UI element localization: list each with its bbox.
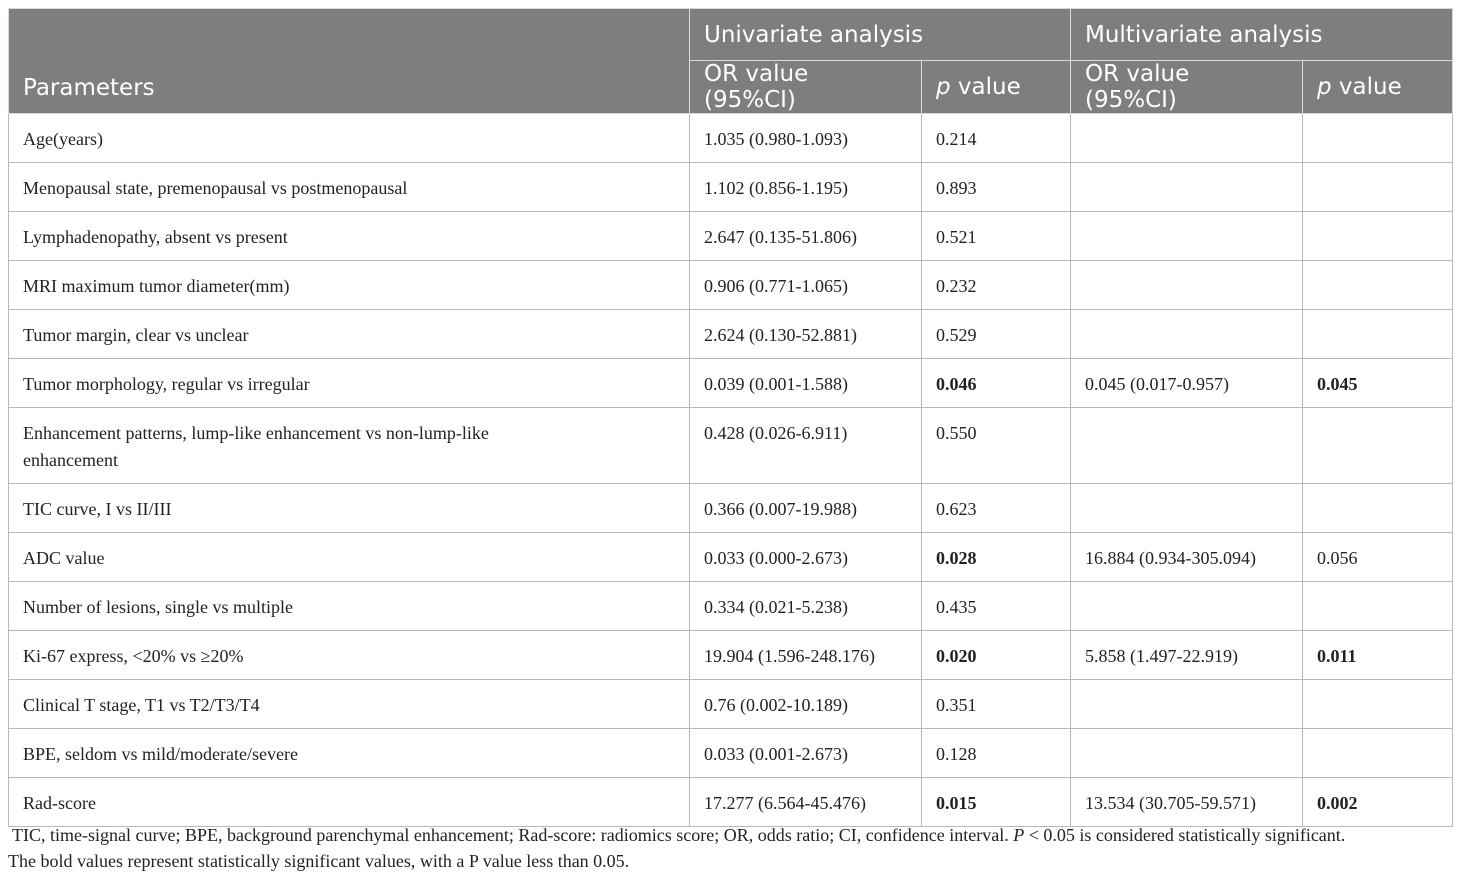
multi-p-cell (1303, 261, 1453, 310)
multi-or-cell (1071, 261, 1303, 310)
table-row (9, 729, 1453, 778)
table-footnote (8, 822, 1452, 874)
footnote-line-2: The bold values represent statistically significant values, with a P value less than 0.05. (8, 851, 630, 871)
uni-or-cell: 0.334 (0.021-5.238) (690, 582, 922, 631)
multi-or-cell (1071, 582, 1303, 631)
multi-or-cell: 0.045 (0.017-0.957) (1071, 359, 1303, 408)
uni-p-cell: 0.015 (922, 778, 1071, 827)
param-cell: Rad-score (9, 778, 690, 827)
header-uni-or: OR value (95%CI) (690, 61, 922, 114)
multi-p-cell (1303, 163, 1453, 212)
table-row (9, 582, 1453, 631)
multi-p-cell (1303, 729, 1453, 778)
p-word: value (1331, 74, 1402, 100)
p-letter: p (1317, 74, 1332, 100)
uni-or-cell: 1.102 (0.856-1.195) (690, 163, 922, 212)
multi-p-cell (1303, 680, 1453, 729)
param-cell: Tumor margin, clear vs unclear (9, 310, 690, 359)
multi-p-cell (1303, 212, 1453, 261)
uni-or-cell: 0.76 (0.002-10.189) (690, 680, 922, 729)
uni-or-cell: 0.366 (0.007-19.988) (690, 484, 922, 533)
table-row (9, 359, 1453, 408)
param-cell: TIC curve, I vs II/III (9, 484, 690, 533)
table-row (9, 778, 1453, 827)
uni-p-cell: 0.893 (922, 163, 1071, 212)
table-row (9, 484, 1453, 533)
uni-p-cell: 0.028 (922, 533, 1071, 582)
uni-p-cell: 0.529 (922, 310, 1071, 359)
param-text: Enhancement patterns, lump-like enhancement vs non-lump-like enhancement (23, 423, 489, 470)
multi-p-cell (1303, 582, 1453, 631)
table-body (9, 114, 1453, 827)
footnote-abbreviations: TIC, time-signal curve; BPE, background parenchymal enhancement; Rad-score: radiomics score; OR, odds ratio; CI, confidence interval. (12, 825, 1014, 845)
multi-or-cell (1071, 484, 1303, 533)
param-cell: MRI maximum tumor diameter(mm) (9, 261, 690, 310)
multi-or-cell (1071, 729, 1303, 778)
uni-or-cell: 17.277 (6.564-45.476) (690, 778, 922, 827)
multi-p-cell (1303, 114, 1453, 163)
param-cell: BPE, seldom vs mild/moderate/severe (9, 729, 690, 778)
param-cell: Menopausal state, premenopausal vs postmenopausal (9, 163, 690, 212)
uni-p-cell: 0.214 (922, 114, 1071, 163)
results-table (8, 8, 1453, 827)
uni-or-cell: 0.033 (0.001-2.673) (690, 729, 922, 778)
multi-p-cell: 0.002 (1303, 778, 1453, 827)
multi-p-cell: 0.045 (1303, 359, 1453, 408)
multi-or-cell (1071, 408, 1303, 484)
uni-p-cell: 0.550 (922, 408, 1071, 484)
multi-or-cell: 5.858 (1.497-22.919) (1071, 631, 1303, 680)
header-multivariate: Multivariate analysis (1071, 9, 1453, 61)
multi-p-cell: 0.011 (1303, 631, 1453, 680)
uni-or-cell: 2.647 (0.135-51.806) (690, 212, 922, 261)
multi-p-cell (1303, 310, 1453, 359)
multi-or-cell: 16.884 (0.934-305.094) (1071, 533, 1303, 582)
param-cell: Ki-67 express, <20% vs ≥20% (9, 631, 690, 680)
table-row (9, 408, 1453, 484)
param-cell: Lymphadenopathy, absent vs present (9, 212, 690, 261)
table-header (9, 9, 1453, 114)
param-cell: Age(years) (9, 114, 690, 163)
table-row (9, 163, 1453, 212)
table-row (9, 533, 1453, 582)
uni-or-cell: 2.624 (0.130-52.881) (690, 310, 922, 359)
table-row (9, 212, 1453, 261)
uni-or-cell: 0.906 (0.771-1.065) (690, 261, 922, 310)
footnote-line-1 (8, 822, 1452, 848)
param-cell: ADC value (9, 533, 690, 582)
uni-p-cell: 0.232 (922, 261, 1071, 310)
uni-p-cell: 0.623 (922, 484, 1071, 533)
uni-or-cell: 1.035 (0.980-1.093) (690, 114, 922, 163)
uni-p-cell: 0.046 (922, 359, 1071, 408)
multi-p-cell: 0.056 (1303, 533, 1453, 582)
header-uni-p (922, 61, 1071, 114)
uni-p-cell: 0.020 (922, 631, 1071, 680)
footnote-p-symbol: P (1013, 825, 1025, 845)
uni-or-cell: 0.033 (0.000-2.673) (690, 533, 922, 582)
header-multi-or: OR value (95%CI) (1071, 61, 1303, 114)
uni-p-cell: 0.435 (922, 582, 1071, 631)
uni-p-cell: 0.351 (922, 680, 1071, 729)
uni-p-cell: 0.128 (922, 729, 1071, 778)
p-letter: p (936, 74, 951, 100)
uni-or-cell: 19.904 (1.596-248.176) (690, 631, 922, 680)
header-multi-p (1303, 61, 1453, 114)
table-row (9, 114, 1453, 163)
multi-or-cell: 13.534 (30.705-59.571) (1071, 778, 1303, 827)
multi-or-cell (1071, 310, 1303, 359)
table-row (9, 680, 1453, 729)
multi-p-cell (1303, 408, 1453, 484)
param-cell: Tumor morphology, regular vs irregular (9, 359, 690, 408)
param-cell (9, 408, 690, 484)
table-row (9, 261, 1453, 310)
multi-or-cell (1071, 680, 1303, 729)
multi-or-cell (1071, 163, 1303, 212)
table-row (9, 310, 1453, 359)
table-row (9, 631, 1453, 680)
multi-or-cell (1071, 114, 1303, 163)
header-parameters: Parameters (9, 9, 690, 114)
multi-p-cell (1303, 484, 1453, 533)
p-word: value (950, 74, 1021, 100)
multi-or-cell (1071, 212, 1303, 261)
uni-or-cell: 0.428 (0.026-6.911) (690, 408, 922, 484)
param-cell: Number of lesions, single vs multiple (9, 582, 690, 631)
uni-or-cell: 0.039 (0.001-1.588) (690, 359, 922, 408)
header-univariate: Univariate analysis (690, 9, 1071, 61)
results-table-container (8, 8, 1452, 827)
param-cell: Clinical T stage, T1 vs T2/T3/T4 (9, 680, 690, 729)
uni-p-cell: 0.521 (922, 212, 1071, 261)
footnote-significance: < 0.05 is considered statistically significant. (1024, 825, 1346, 845)
